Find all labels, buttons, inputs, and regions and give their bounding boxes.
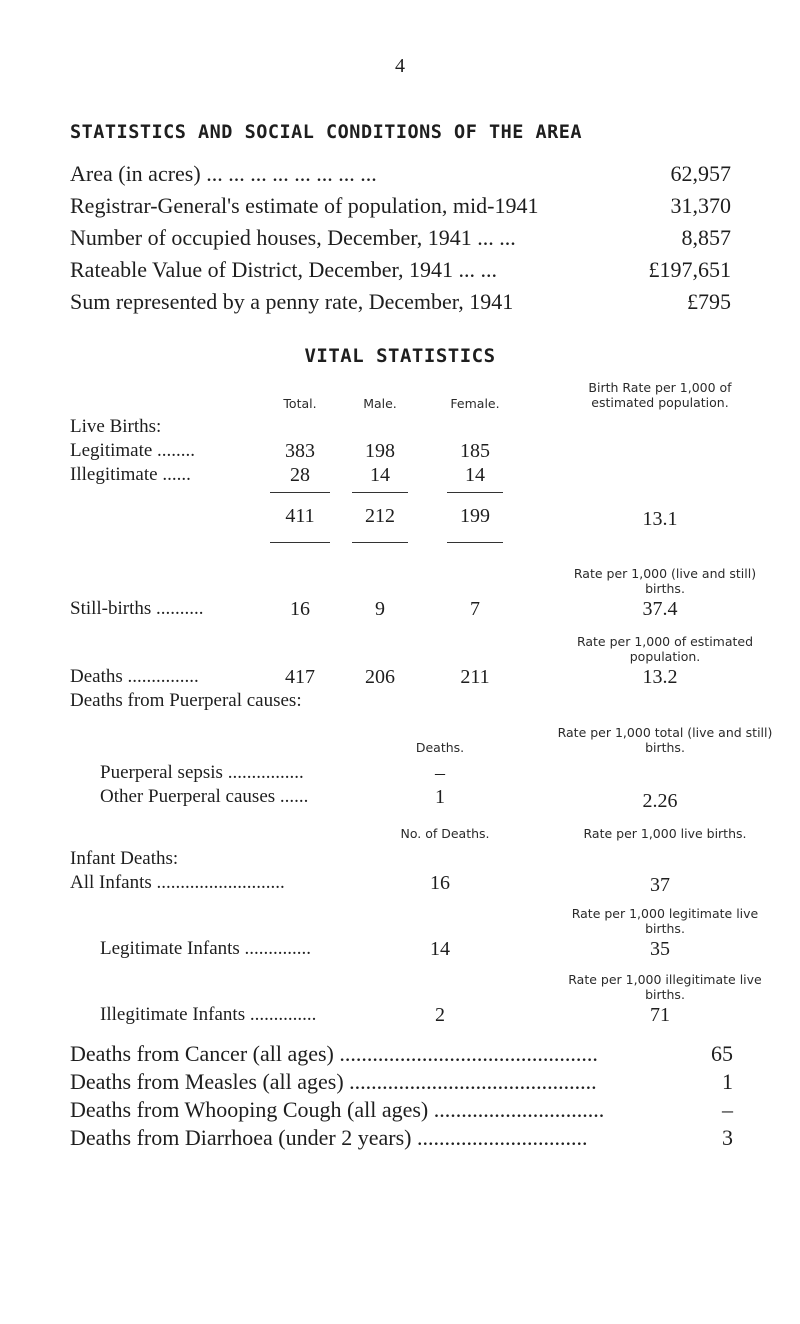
puerperal-sepsis-value: –: [435, 762, 445, 784]
stillbirths-label: Still-births ..........: [70, 598, 204, 619]
rule-male-top: [352, 492, 408, 493]
infant-deaths-label: Infant Deaths:: [70, 848, 179, 869]
illegitimate-total: 28: [290, 464, 310, 486]
live-births-female: 199: [460, 505, 490, 527]
legit-infant-rate-header: Rate per 1,000 legitimate live births.: [571, 906, 759, 936]
live-births-male: 212: [365, 505, 395, 527]
legitimate-female: 185: [460, 440, 490, 462]
stillbirths-total: 16: [290, 598, 310, 620]
rule-female-bottom: [447, 542, 503, 543]
rule-total-top: [270, 492, 330, 493]
other-puerperal-label: Other Puerperal causes ......: [100, 786, 309, 807]
deaths-total: 417: [285, 666, 315, 688]
diarrhoea-deaths-label: Deaths from Diarrhoea (under 2 years) ...............................: [70, 1125, 588, 1150]
stillbirth-rate-value: 37.4: [642, 598, 678, 620]
rule-female-top: [447, 492, 503, 493]
other-puerperal-value: 1: [435, 786, 445, 808]
illegit-infants-value: 2: [435, 1004, 445, 1026]
illegitimate-label: Illegitimate ......: [70, 464, 191, 485]
all-infants-value: 16: [430, 872, 450, 894]
puerperal-deaths-header: Deaths.: [415, 740, 465, 755]
live-births-label: Live Births:: [70, 416, 162, 437]
puerperal-label: Deaths from Puerperal causes:: [70, 690, 302, 711]
legitimate-label: Legitimate ........: [70, 440, 196, 461]
other-puerperal-rate: 2.26: [642, 790, 678, 812]
legitimate-male: 198: [365, 440, 395, 462]
penny-rate-label: Sum represented by a penny rate, December, 1941: [70, 289, 514, 314]
all-infants-label: All Infants ...........................: [70, 872, 285, 893]
diarrhoea-deaths-value: 3: [722, 1125, 733, 1150]
rule-total-bottom: [270, 542, 330, 543]
houses-label: Number of occupied houses, December, 1941 ... ...: [70, 225, 516, 250]
whooping-cough-deaths-value: –: [722, 1097, 733, 1122]
area-value: 62,957: [670, 161, 731, 186]
infant-no-deaths-header: No. of Deaths.: [400, 826, 490, 841]
measles-deaths-label: Deaths from Measles (all ages) .............................................: [70, 1069, 597, 1094]
live-births-total: 411: [285, 505, 315, 527]
legit-infants-label: Legitimate Infants ..............: [100, 938, 312, 959]
rule-male-bottom: [352, 542, 408, 543]
illegit-infant-rate-header: Rate per 1,000 illegitimate live births.: [568, 972, 762, 1002]
stillbirth-rate-header: Rate per 1,000 (live and still) births.: [573, 566, 757, 596]
stillbirths-male: 9: [375, 598, 385, 620]
deaths-label: Deaths ...............: [70, 666, 199, 687]
death-rate-header: Rate per 1,000 of estimated population.: [576, 634, 754, 664]
area-label: Area (in acres) ... ... ... ... ... ... ... ...: [70, 161, 377, 186]
legitimate-total: 383: [285, 440, 315, 462]
birth-rate-value: 13.1: [642, 508, 678, 530]
rateable-value: £197,651: [648, 257, 731, 282]
vital-statistics-heading: VITAL STATISTICS: [304, 345, 496, 367]
illegit-infants-rate: 71: [650, 1004, 670, 1026]
measles-deaths-value: 1: [722, 1069, 733, 1094]
page-number: 4: [395, 55, 405, 77]
col-header-male: Male.: [363, 396, 397, 411]
birth-rate-header: Birth Rate per 1,000 of estimated population.: [588, 380, 732, 410]
illegit-infants-label: Illegitimate Infants ..............: [100, 1004, 317, 1025]
cancer-deaths-label: Deaths from Cancer (all ages) ...............................................: [70, 1041, 598, 1066]
infant-rate-header: Rate per 1,000 live births.: [583, 826, 747, 841]
population-label: Registrar-General's estimate of population, mid-1941: [70, 193, 539, 218]
legit-infants-value: 14: [430, 938, 450, 960]
all-infants-rate: 37: [650, 874, 670, 896]
death-rate-value: 13.2: [642, 666, 678, 688]
col-header-total: Total.: [283, 396, 317, 411]
illegitimate-female: 14: [465, 464, 485, 486]
page-heading: STATISTICS AND SOCIAL CONDITIONS OF THE AREA: [70, 122, 583, 143]
legit-infants-rate: 35: [650, 938, 670, 960]
population-value: 31,370: [670, 193, 731, 218]
puerperal-sepsis-label: Puerperal sepsis ................: [100, 762, 304, 783]
houses-value: 8,857: [681, 225, 731, 250]
rateable-value-label: Rateable Value of District, December, 1941 ... ...: [70, 257, 497, 282]
puerperal-rate-header: Rate per 1,000 total (live and still) births.: [557, 725, 773, 755]
illegitimate-male: 14: [370, 464, 390, 486]
deaths-female: 211: [460, 666, 490, 688]
deaths-male: 206: [365, 666, 395, 688]
penny-rate-value: £795: [687, 289, 731, 314]
stillbirths-female: 7: [470, 598, 480, 620]
cancer-deaths-value: 65: [711, 1041, 733, 1066]
whooping-cough-deaths-label: Deaths from Whooping Cough (all ages) ...............................: [70, 1097, 605, 1122]
col-header-female: Female.: [450, 396, 500, 411]
